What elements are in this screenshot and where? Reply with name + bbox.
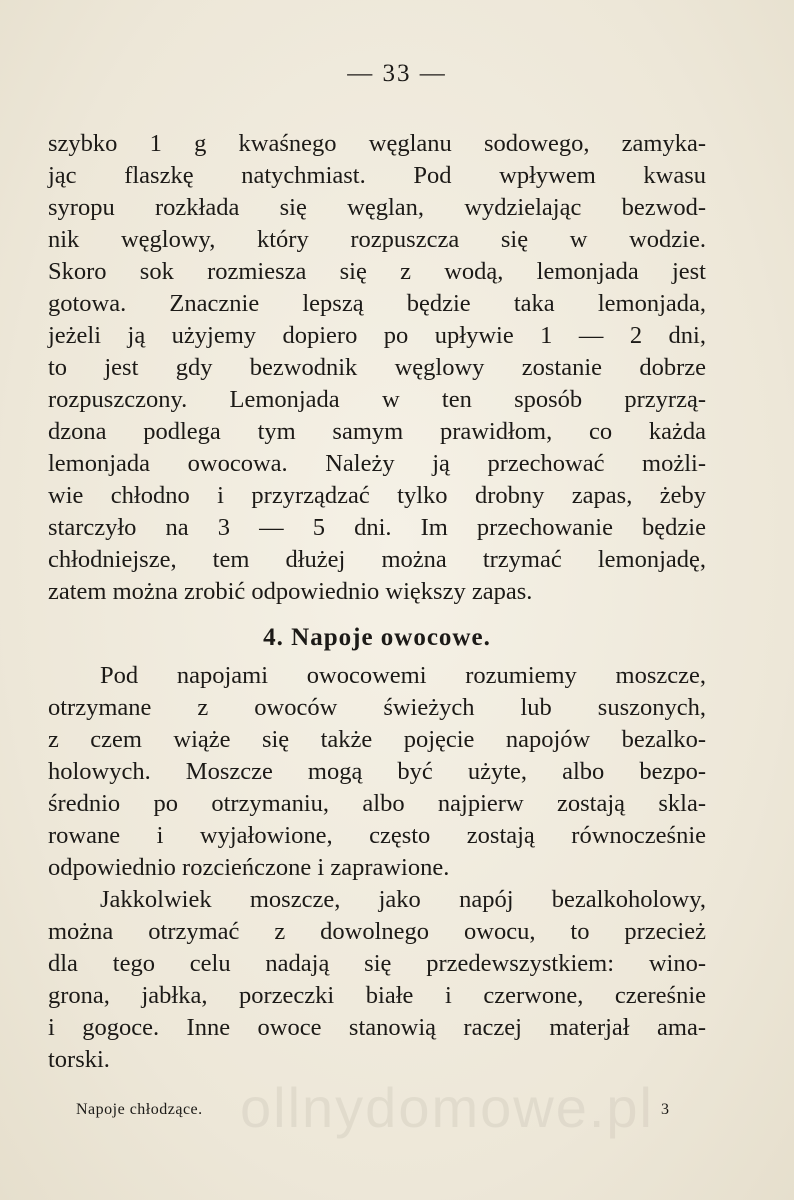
text-line: wie chłodno i przyrządzać tylko drobny zapas, żeby: [48, 482, 706, 509]
text-line: jąc flaszkę natychmiast. Pod wpływem kwasu: [48, 162, 706, 189]
text-line: zatem można zrobić odpowiednio większy zapas.: [48, 578, 533, 605]
section-heading: 4. Napoje owocowe.: [263, 624, 491, 651]
text-line: syropu rozkłada się węglan, wydzielając bezwod-: [48, 194, 706, 221]
signature-mark: 3: [661, 1101, 670, 1118]
text-line: i gogoce. Inne owoce stanowią raczej materjał ama-: [48, 1014, 706, 1041]
text-line: rowane i wyjałowione, często zostają równocześnie: [48, 822, 706, 849]
text-line: dzona podlega tym samym prawidłom, co każda: [48, 418, 706, 445]
text-line: otrzymane z owoców świeżych lub suszonych,: [48, 694, 706, 721]
text-line: rozpuszczony. Lemonjada w ten sposób przyrzą-: [48, 386, 706, 413]
text-line: dla tego celu nadają się przedewszystkiem: wino-: [48, 950, 706, 977]
text-line: odpowiednio rozcieńczone i zaprawione.: [48, 854, 450, 881]
watermark: ollnydomowe.pl: [240, 1076, 654, 1139]
text-line: starczyło na 3 — 5 dni. Im przechowanie będzie: [48, 514, 706, 541]
text-line: chłodniejsze, tem dłużej można trzymać lemonjadę,: [48, 546, 706, 573]
text-line: torski.: [48, 1046, 110, 1073]
text-line: z czem wiąże się także pojęcie napojów bezalko-: [48, 726, 706, 753]
text-line: lemonjada owocowa. Należy ją przechować możli-: [48, 450, 706, 477]
paragraph-1: [48, 128, 706, 608]
text-line: Pod napojami owocowemi rozumiemy moszcze,: [100, 662, 706, 689]
text-line: nik węglowy, który rozpuszcza się w wodzie.: [48, 226, 706, 253]
text-line: Jakkolwiek moszcze, jako napój bezalkoholowy,: [100, 886, 706, 913]
text-line: gotowa. Znacznie lepszą będzie taka lemonjada,: [48, 290, 706, 317]
text-line: szybko 1 g kwaśnego węglanu sodowego, zamyka-: [48, 130, 706, 157]
text-line: jeżeli ją użyjemy dopiero po upływie 1 — 2 dni,: [48, 322, 706, 349]
text-line: Skoro sok rozmiesza się z wodą, lemonjada jest: [48, 258, 706, 285]
text-line: średnio po otrzymaniu, albo najpierw zostają skla-: [48, 790, 706, 817]
footer-title: Napoje chłodzące.: [76, 1101, 203, 1118]
text-line: grona, jabłka, porzeczki białe i czerwone, czereśnie: [48, 982, 706, 1009]
page-number: — 33 —: [347, 60, 447, 87]
text-line: to jest gdy bezwodnik węglowy zostanie dobrze: [48, 354, 706, 381]
paragraph-3: [48, 884, 706, 1076]
text-line: holowych. Moszcze mogą być użyte, albo bezpo-: [48, 758, 706, 785]
paragraph-2: [48, 660, 706, 884]
body-text: [48, 128, 706, 1076]
text-line: można otrzymać z dowolnego owocu, to przecież: [48, 918, 706, 945]
